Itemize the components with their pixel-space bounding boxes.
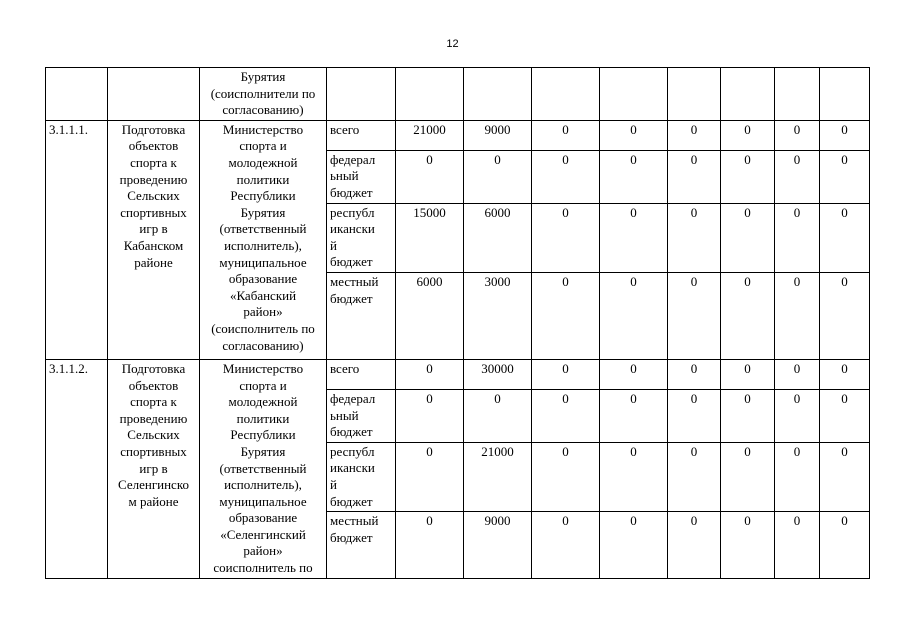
value-cell: 6000 xyxy=(464,203,532,272)
value-cell: 0 xyxy=(721,512,775,579)
item-code: 3.1.1.2. xyxy=(46,359,108,578)
value-cell: 0 xyxy=(532,272,600,359)
value-cell: 21000 xyxy=(396,120,464,150)
value-cell: 0 xyxy=(532,442,600,511)
table-row xyxy=(46,359,870,389)
table-row-continuation xyxy=(46,68,870,121)
value-cell xyxy=(668,68,721,121)
value-cell: 0 xyxy=(396,512,464,579)
funding-source: республ икански й бюджет xyxy=(327,442,396,511)
value-cell: 15000 xyxy=(396,203,464,272)
value-cell: 0 xyxy=(820,512,870,579)
value-cell xyxy=(721,68,775,121)
value-cell xyxy=(820,68,870,121)
value-cell: 0 xyxy=(721,120,775,150)
value-cell: 0 xyxy=(721,203,775,272)
funding-source: федерал ьный бюджет xyxy=(327,389,396,442)
executor-cell: Бурятия (соисполнители по согласованию) xyxy=(200,68,327,121)
value-cell: 0 xyxy=(775,359,820,389)
value-cell: 0 xyxy=(775,512,820,579)
value-cell: 0 xyxy=(600,150,668,203)
item-name: Подготовка объектов спорта к проведению Сельских спортивных игр в Кабанском районе xyxy=(108,120,200,359)
value-cell: 0 xyxy=(464,150,532,203)
value-cell: 0 xyxy=(775,203,820,272)
value-cell: 9000 xyxy=(464,512,532,579)
value-cell: 0 xyxy=(600,512,668,579)
value-cell: 0 xyxy=(600,120,668,150)
value-cell: 0 xyxy=(721,442,775,511)
value-cell: 0 xyxy=(820,389,870,442)
funding-source: местный бюджет xyxy=(327,512,396,579)
value-cell: 0 xyxy=(532,359,600,389)
value-cell: 0 xyxy=(775,389,820,442)
value-cell xyxy=(775,68,820,121)
funding-source: всего xyxy=(327,120,396,150)
value-cell: 0 xyxy=(396,150,464,203)
value-cell: 0 xyxy=(820,120,870,150)
value-cell: 0 xyxy=(600,359,668,389)
value-cell: 0 xyxy=(775,150,820,203)
value-cell: 0 xyxy=(464,389,532,442)
value-cell: 0 xyxy=(668,442,721,511)
value-cell: 0 xyxy=(775,442,820,511)
value-cell: 0 xyxy=(668,359,721,389)
value-cell: 0 xyxy=(668,120,721,150)
budget-table xyxy=(45,67,870,579)
value-cell: 0 xyxy=(532,150,600,203)
value-cell: 0 xyxy=(532,512,600,579)
value-cell: 0 xyxy=(775,120,820,150)
value-cell: 0 xyxy=(668,389,721,442)
item-code: 3.1.1.1. xyxy=(46,120,108,359)
table-row xyxy=(46,120,870,150)
item-executor: Министерство спорта и молодежной политики Республики Бурятия (ответственный исполнитель), муниципальное образование «Селенгинский район» соисполнитель по xyxy=(200,359,327,578)
value-cell: 0 xyxy=(396,442,464,511)
value-cell: 21000 xyxy=(464,442,532,511)
value-cell: 0 xyxy=(532,203,600,272)
value-cell: 0 xyxy=(668,272,721,359)
value-cell: 30000 xyxy=(464,359,532,389)
funding-source: республ икански й бюджет xyxy=(327,203,396,272)
name-cell xyxy=(108,68,200,121)
value-cell: 9000 xyxy=(464,120,532,150)
value-cell: 0 xyxy=(396,359,464,389)
value-cell: 6000 xyxy=(396,272,464,359)
value-cell: 0 xyxy=(532,389,600,442)
value-cell xyxy=(532,68,600,121)
code-cell xyxy=(46,68,108,121)
value-cell: 0 xyxy=(820,359,870,389)
value-cell: 0 xyxy=(396,389,464,442)
value-cell xyxy=(464,68,532,121)
page-number: 12 xyxy=(446,38,459,50)
value-cell: 0 xyxy=(820,203,870,272)
value-cell xyxy=(396,68,464,121)
value-cell: 0 xyxy=(600,203,668,272)
funding-source: местный бюджет xyxy=(327,272,396,359)
value-cell: 0 xyxy=(820,150,870,203)
value-cell: 0 xyxy=(721,359,775,389)
value-cell xyxy=(600,68,668,121)
value-cell: 0 xyxy=(820,442,870,511)
value-cell: 0 xyxy=(721,389,775,442)
value-cell: 0 xyxy=(721,272,775,359)
funding-source: федерал ьный бюджет xyxy=(327,150,396,203)
value-cell: 0 xyxy=(668,150,721,203)
value-cell: 0 xyxy=(775,272,820,359)
value-cell: 0 xyxy=(600,272,668,359)
value-cell: 0 xyxy=(600,442,668,511)
funding-source: всего xyxy=(327,359,396,389)
item-name: Подготовка объектов спорта к проведению Сельских спортивных игр в Селенгинско м районе xyxy=(108,359,200,578)
value-cell: 0 xyxy=(820,272,870,359)
value-cell: 0 xyxy=(532,120,600,150)
value-cell: 3000 xyxy=(464,272,532,359)
value-cell: 0 xyxy=(668,512,721,579)
value-cell xyxy=(327,68,396,121)
value-cell: 0 xyxy=(600,389,668,442)
value-cell: 0 xyxy=(668,203,721,272)
item-executor: Министерство спорта и молодежной политики Республики Бурятия (ответственный исполнитель), муниципальное образование «Кабанский район» (соисполнитель по согласованию) xyxy=(200,120,327,359)
value-cell: 0 xyxy=(721,150,775,203)
